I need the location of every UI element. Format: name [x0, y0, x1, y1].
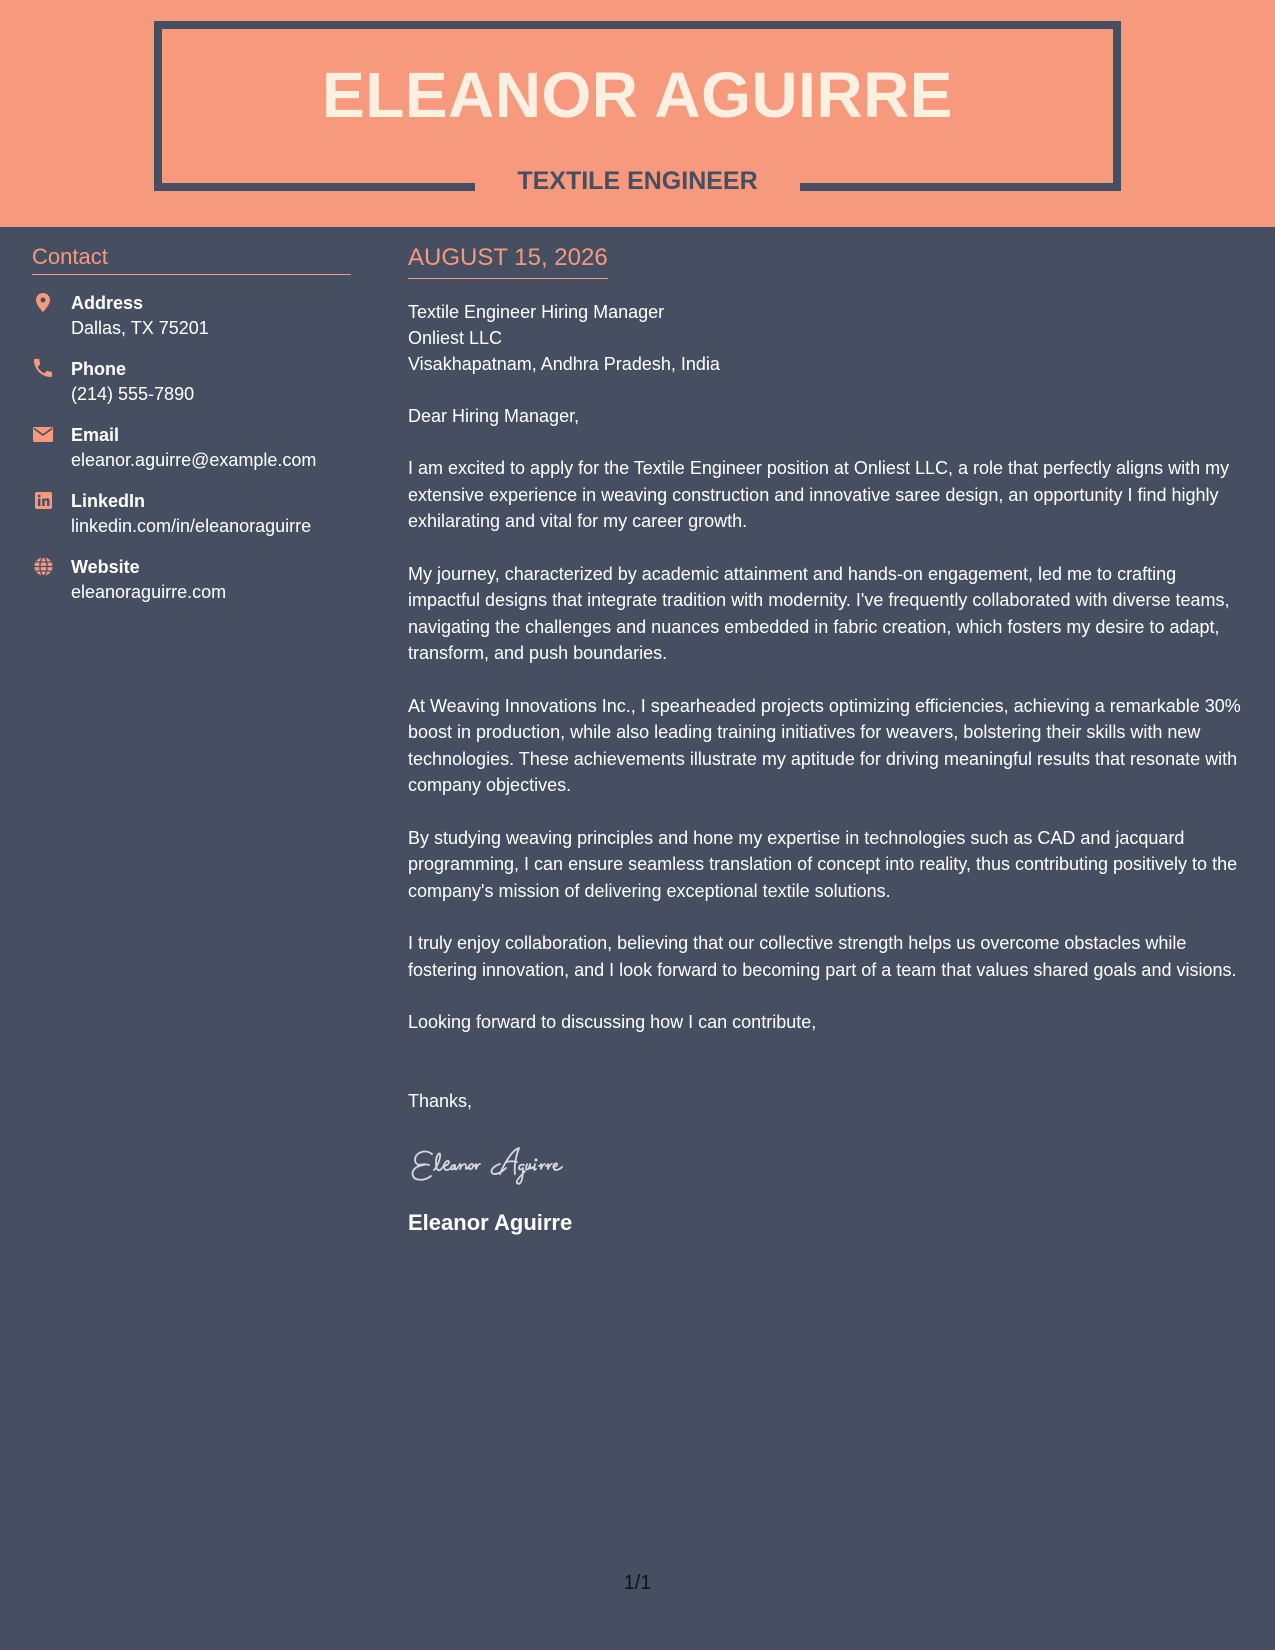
recipient-block — [408, 299, 1248, 377]
contact-label: Address — [71, 293, 144, 313]
contact-heading: Contact — [32, 244, 351, 275]
contact-label: Phone — [71, 359, 127, 379]
contact-value: (214) 555-7890 — [71, 384, 195, 404]
recipient-line: Textile Engineer Hiring Manager — [408, 302, 665, 322]
job-title: TEXTILE ENGINEER — [517, 167, 758, 195]
recipient-line: Onliest LLC — [408, 328, 503, 348]
header-banner — [0, 0, 1275, 227]
paragraph: By studying weaving principles and hone my expertise in technologies such as CAD and jacquard programming, I can ensure seamless translation of concept into reality, thus contributing positively to the company's mission of delivering exceptional textile solutions. — [408, 827, 1238, 901]
letter-body — [408, 244, 1248, 1236]
contact-value: linkedin.com/in/eleanoraguirre — [71, 516, 312, 536]
page-number: 1/1 — [623, 1572, 652, 1594]
contact-item-address — [32, 291, 351, 341]
paragraph: I truly enjoy collaboration, believing that our collective strength helps us overcome obstacles while fostering innovation, and I look forward to becoming part of a team that values shared goals and visions. — [408, 933, 1237, 980]
paragraph: I am excited to apply for the Textile Engineer position at Onliest LLC, a role that perfectly aligns with my extensive experience in weaving construction and innovative saree design, an opportunity I find highly exhilarating and vital for my career growth. — [408, 458, 1230, 531]
phone-icon — [33, 358, 53, 378]
handwritten-signature — [408, 1132, 1248, 1194]
contact-item-email — [32, 423, 351, 473]
letter-date: AUGUST 15, 2026 — [408, 244, 608, 279]
map-pin-icon — [33, 292, 53, 312]
salutation: Dear Hiring Manager, — [408, 406, 580, 426]
contact-value: eleanoraguirre.com — [71, 582, 227, 602]
contact-sidebar — [32, 244, 351, 605]
globe-icon — [33, 556, 53, 576]
contact-item-phone — [32, 357, 351, 407]
paragraph: At Weaving Innovations Inc., I spearheaded projects optimizing efficiencies, achieving a remarkable 30% boost in production, while also leading training initiatives for weavers, bolstering their skills with new technologies. These achievements illustrate my aptitude for driving meaningful results that resonate with company objectives. — [408, 695, 1241, 795]
contact-label: Website — [71, 557, 140, 577]
contact-value: Dallas, TX 75201 — [71, 318, 209, 338]
thanks-line: Thanks, — [408, 1091, 473, 1111]
paragraph: My journey, characterized by academic attainment and hands-on engagement, led me to crafting impactful designs that integrate tradition with modernity. I've frequently collaborated with diverse teams, navigating the challenges and nuances embedded in fabric creation, which fosters my desire to adapt, transform, and push boundaries. — [408, 563, 1230, 663]
contact-label: LinkedIn — [71, 491, 146, 511]
signer-name: Eleanor Aguirre — [408, 1210, 573, 1235]
candidate-name: ELEANOR AGUIRRE — [322, 59, 953, 131]
contact-item-linkedin — [32, 489, 351, 539]
linkedin-icon — [33, 490, 53, 510]
closing-line: Looking forward to discussing how I can contribute, — [408, 1012, 817, 1032]
contact-label: Email — [71, 425, 120, 445]
contact-value: eleanor.aguirre@example.com — [71, 450, 317, 470]
recipient-line: Visakhapatnam, Andhra Pradesh, India — [408, 354, 720, 374]
contact-item-website — [32, 555, 351, 605]
envelope-icon — [33, 424, 53, 444]
